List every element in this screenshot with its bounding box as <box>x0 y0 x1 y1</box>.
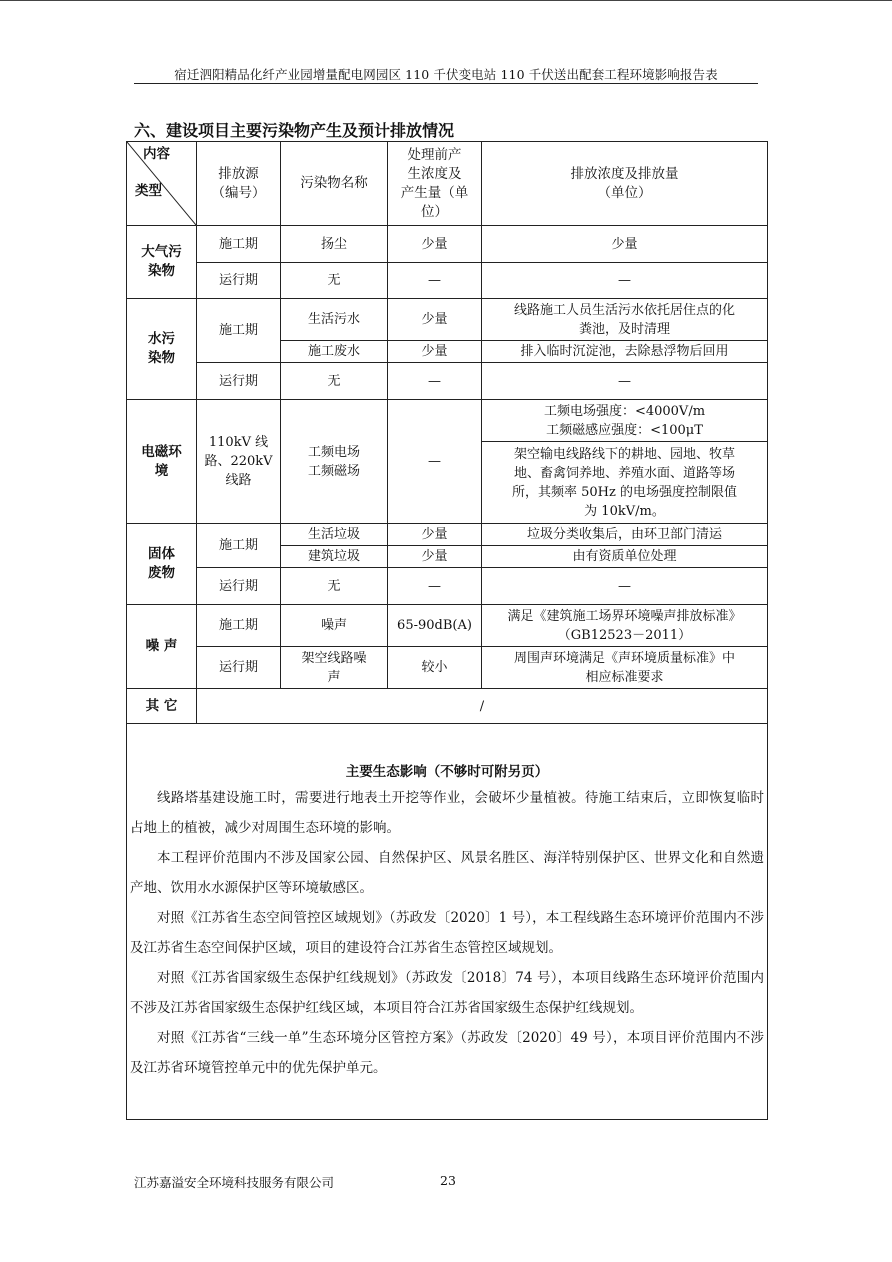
cell-pollutant: 生活垃圾 <box>281 524 388 546</box>
cell-before: — <box>388 263 482 299</box>
cell-before: 少量 <box>388 226 482 263</box>
cell-before: — <box>388 363 482 400</box>
cell-before: 少量 <box>388 546 482 568</box>
page-top-border <box>0 0 892 1</box>
cell-pollutant: 建筑垃圾 <box>281 546 388 568</box>
ecology-row <box>127 724 768 1120</box>
category-other: 其 它 <box>127 689 197 724</box>
cell-pollutant: 架空线路噪 声 <box>281 647 388 689</box>
table-row <box>127 226 768 263</box>
cell-after: 由有资质单位处理 <box>482 546 768 568</box>
cell-pollutant: 无 <box>281 363 388 400</box>
ecology-paragraph: 对照《江苏省“三线一单”生态环境分区管控方案》（苏政发〔2020〕49 号），本项目评价范围内不涉及江苏省环境管控单元中的优先保护单元。 <box>130 1029 764 1076</box>
category-air: 大气污 染物 <box>127 226 197 299</box>
cell-before: — <box>388 400 482 524</box>
ecology-title: 主要生态影响（不够时可附另页） <box>345 763 549 780</box>
cell-after: — <box>482 363 768 400</box>
ecology-paragraph: 对照《江苏省国家级生态保护红线规划》（苏政发〔2018〕74 号），本项目线路生态环境评价范围内不涉及江苏省国家级生态保护红线区域，本项目符合江苏省国家级生态保护红线规划。 <box>130 969 764 1016</box>
ecology-paragraph: 对照《江苏省生态空间管控区域规划》（苏政发〔2020〕1 号），本工程线路生态环境评价范围内不涉及江苏省生态空间保护区域，项目的建设符合江苏省生态管控区域规划。 <box>130 909 764 956</box>
table-row <box>127 299 768 341</box>
cell-other-value: / <box>197 689 768 724</box>
cell-pollutant: 生活污水 <box>281 299 388 341</box>
ecology-paragraph: 线路塔基建设施工时，需要进行地表土开挖等作业，会破坏少量植被。待施工结束后，立即恢复临时占地上的植被，减少对周围生态环境的影响。 <box>130 789 764 836</box>
cell-source: 运行期 <box>197 263 281 299</box>
header-before-treatment: 处理前产 生浓度及 产生量（单 位） <box>388 142 482 226</box>
header-source: 排放源 （编号） <box>197 142 281 226</box>
cell-before: 少量 <box>388 299 482 341</box>
header-emission: 排放浓度及排放量 （单位） <box>482 142 768 226</box>
category-water: 水污 染物 <box>127 299 197 400</box>
header-content-label: 内容 <box>143 146 170 162</box>
cell-after-limits: 工频电场强度：<4000V/m 工频磁感应强度：<100μT <box>482 400 768 442</box>
table-row <box>127 647 768 689</box>
cell-after: — <box>482 568 768 605</box>
cell-before: 少量 <box>388 524 482 546</box>
diagonal-header-cell <box>127 142 197 226</box>
cell-after: 排入临时沉淀池，去除悬浮物后回用 <box>482 341 768 363</box>
table-row <box>127 263 768 299</box>
cell-source: 施工期 <box>197 299 281 363</box>
cell-source: 运行期 <box>197 647 281 689</box>
section-title: 六、建设项目主要污染物产生及预计排放情况 <box>134 121 455 140</box>
header-pollutant: 污染物名称 <box>281 142 388 226</box>
category-electromagnetic: 电磁环 境 <box>127 400 197 524</box>
page-number: 23 <box>440 1173 456 1188</box>
cell-after-field-limit: 架空输电线路线下的耕地、园地、牧草 地、畜禽饲养地、养殖水面、道路等场 所，其频率 50Hz 的电场强度控制限值 为 10kV/m。 <box>482 442 768 524</box>
cell-source: 运行期 <box>197 363 281 400</box>
table-row <box>127 605 768 647</box>
cell-source: 施工期 <box>197 524 281 568</box>
ecology-cell <box>127 724 768 1120</box>
cell-pollutant: 扬尘 <box>281 226 388 263</box>
cell-before: 少量 <box>388 341 482 363</box>
cell-pollutant: 无 <box>281 263 388 299</box>
ecology-paragraph: 本工程评价范围内不涉及国家公园、自然保护区、风景名胜区、海洋特别保护区、世界文化和自然遗产地、饮用水水源保护区等环境敏感区。 <box>130 849 764 896</box>
table-row <box>127 689 768 724</box>
cell-after: 满足《建筑施工场界环境噪声排放标准》 （GB12523－2011） <box>482 605 768 647</box>
header-rule <box>134 83 758 84</box>
table-header-row <box>127 142 768 226</box>
cell-source: 运行期 <box>197 568 281 605</box>
header-type-label: 类型 <box>135 183 162 199</box>
cell-before: — <box>388 568 482 605</box>
cell-pollutant: 噪声 <box>281 605 388 647</box>
cell-source: 施工期 <box>197 605 281 647</box>
table-row <box>127 524 768 546</box>
cell-after: 垃圾分类收集后，由环卫部门清运 <box>482 524 768 546</box>
table-row <box>127 363 768 400</box>
cell-before: 较小 <box>388 647 482 689</box>
table-row <box>127 400 768 442</box>
cell-source: 施工期 <box>197 226 281 263</box>
category-noise: 噪 声 <box>127 605 197 689</box>
cell-pollutant: 无 <box>281 568 388 605</box>
cell-pollutant: 施工废水 <box>281 341 388 363</box>
cell-after: 线路施工人员生活污水依托居住点的化 粪池，及时清理 <box>482 299 768 341</box>
footer-company: 江苏嘉溢安全环境科技服务有限公司 <box>134 1175 335 1190</box>
category-solid-waste: 固体 废物 <box>127 524 197 605</box>
cell-before: 65-90dB(A) <box>388 605 482 647</box>
document-header-title: 宿迁泗阳精品化纤产业园增量配电网园区 110 千伏变电站 110 千伏送出配套工程环境影响报告表 <box>174 67 718 82</box>
cell-after: — <box>482 263 768 299</box>
cell-source: 110kV 线 路、220kV 线路 <box>197 400 281 524</box>
cell-pollutant: 工频电场 工频磁场 <box>281 400 388 524</box>
pollutant-table <box>126 141 768 1120</box>
cell-after: 少量 <box>482 226 768 263</box>
cell-after: 周围声环境满足《声环境质量标准》中 相应标准要求 <box>482 647 768 689</box>
table-row <box>127 568 768 605</box>
